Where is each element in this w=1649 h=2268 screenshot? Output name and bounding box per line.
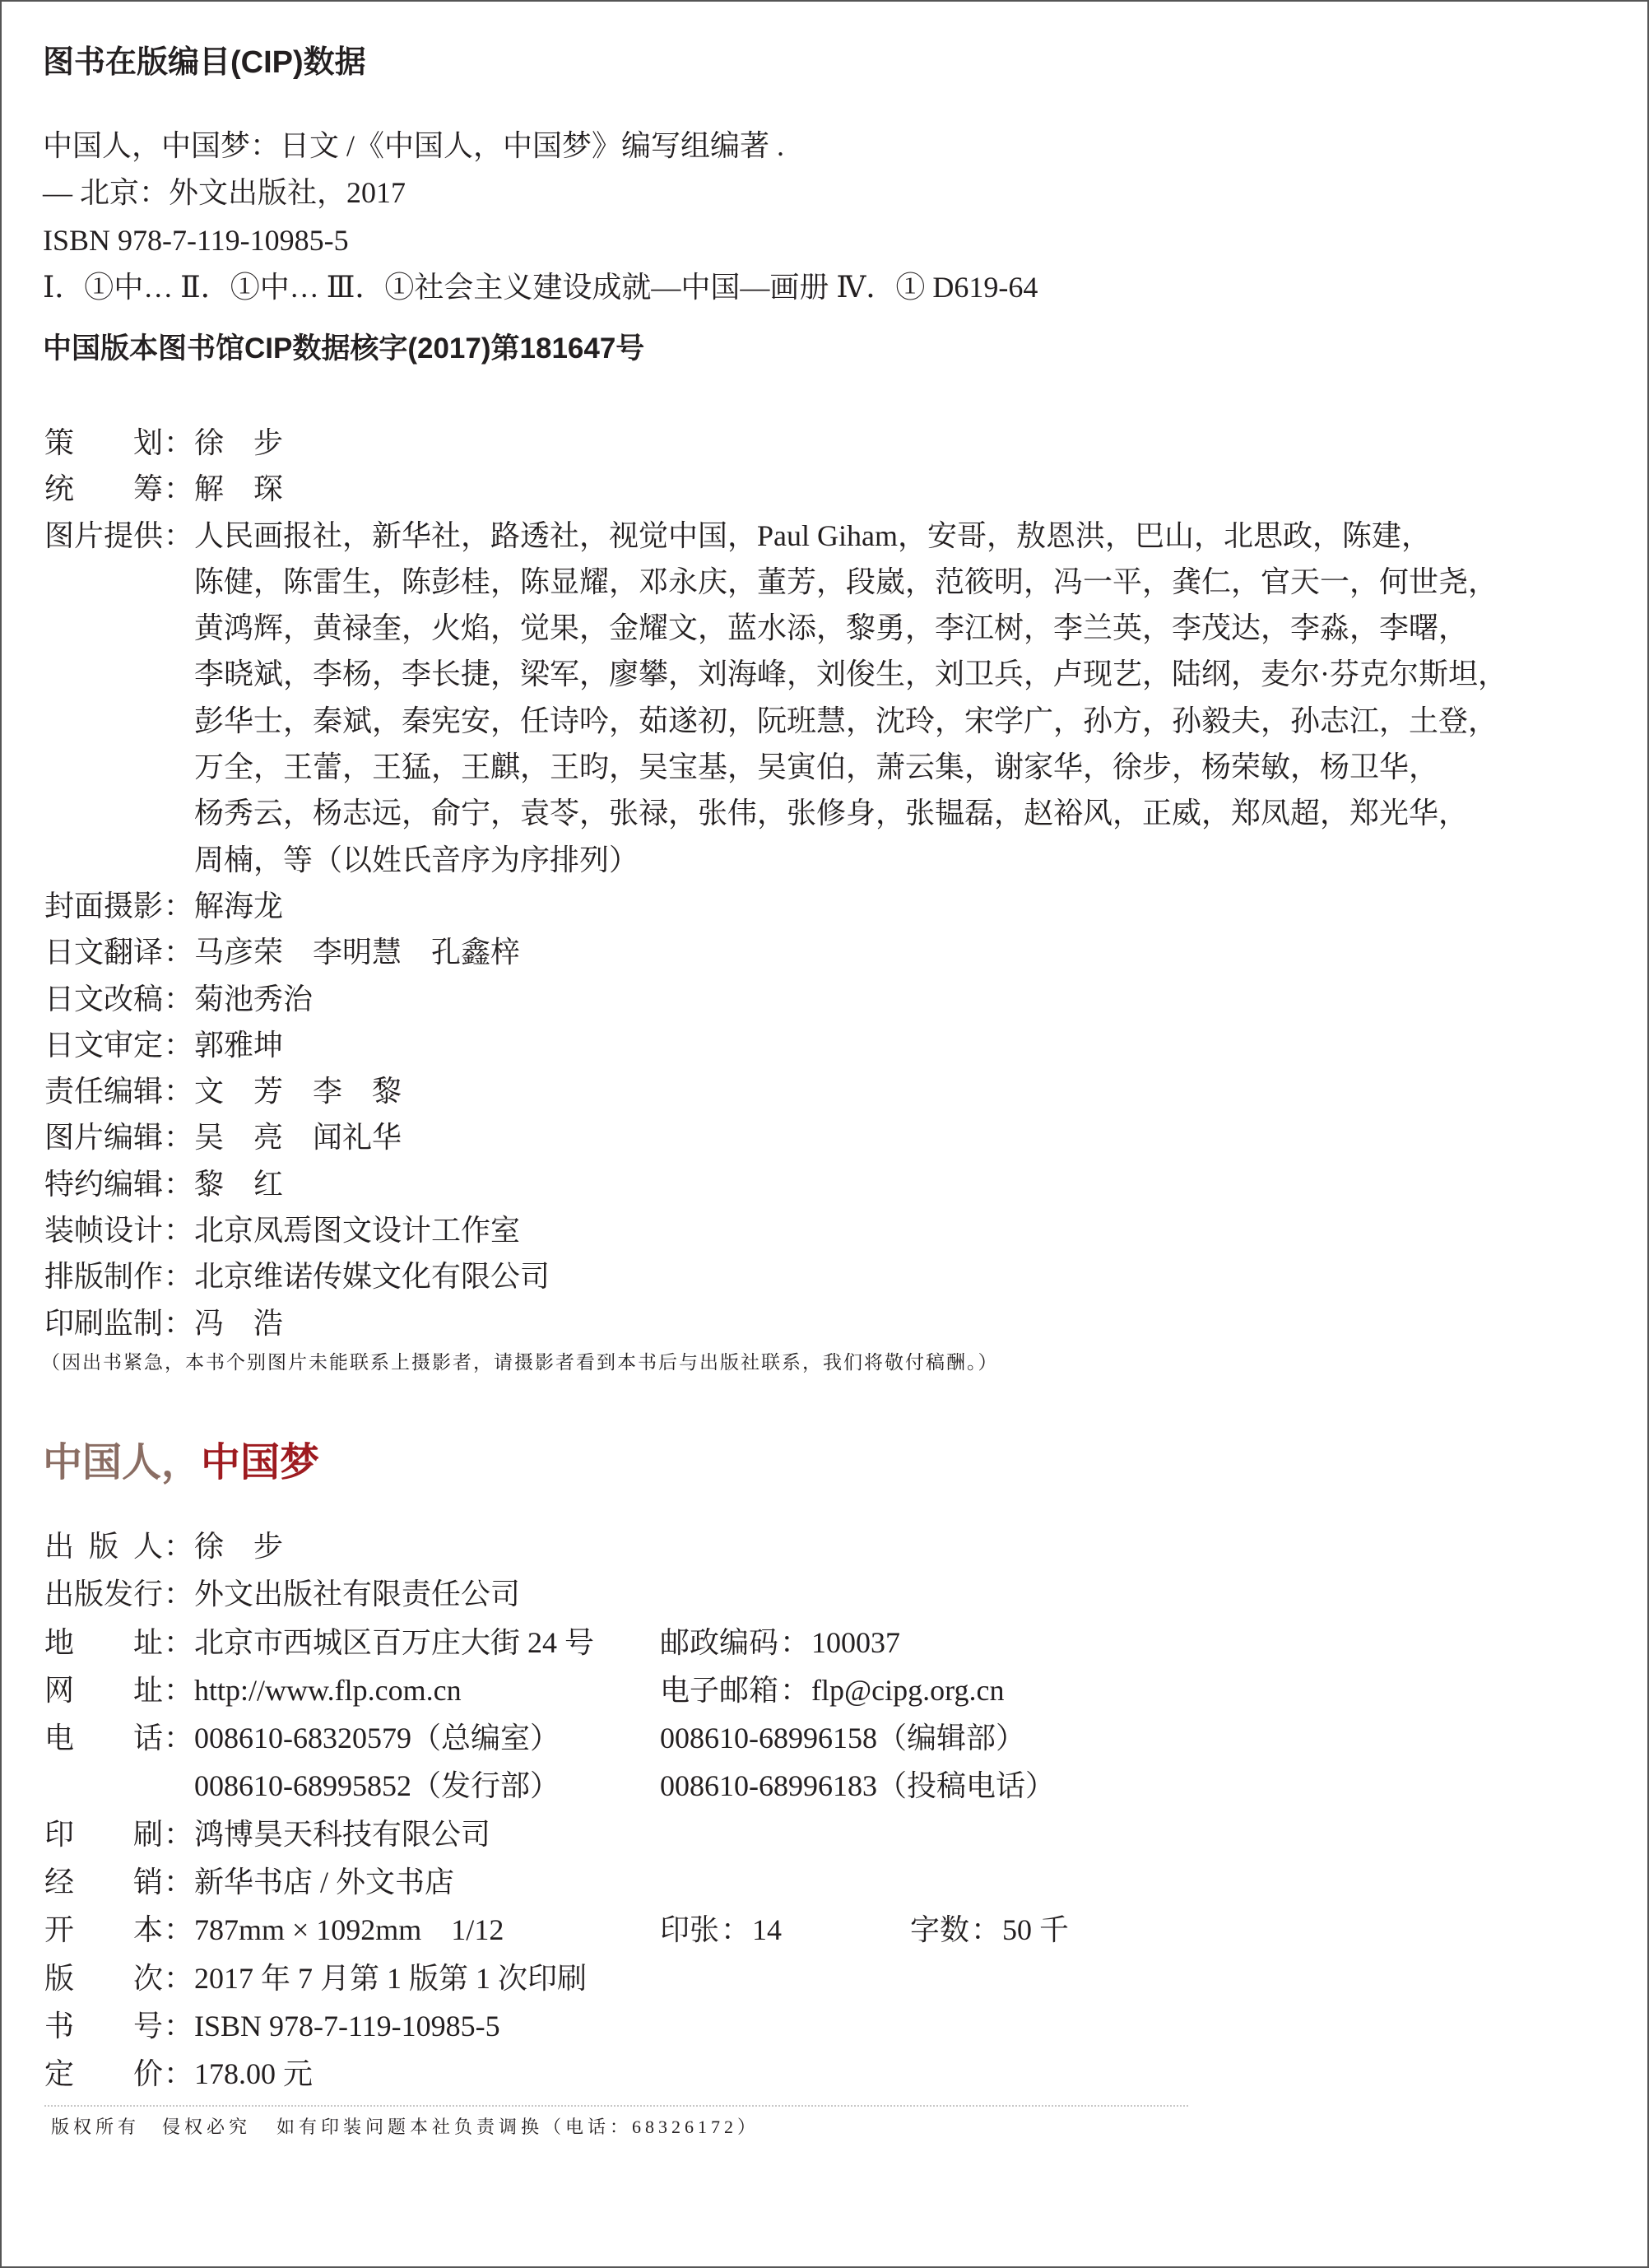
postal-code-value: 100037 <box>811 1625 901 1659</box>
colon: ： <box>163 1625 193 1659</box>
photo-credit-line: 彭华士，秦斌，秦宪安，任诗吟，茹遂初，阮班慧，沈玲，宋学广，孙方，孙毅夫，孙志江，土登， <box>194 704 1498 737</box>
printer-row <box>44 1810 1608 1858</box>
postal-code <box>660 1619 900 1666</box>
credit-label: 日文改稿 <box>44 982 164 1015</box>
phone-value: 008610-68995852（发行部） <box>194 1769 560 1803</box>
pub-label: 经 销 <box>44 1866 163 1899</box>
book-title-accent: 中国梦 <box>201 1441 320 1485</box>
credit-row-photo-editor <box>44 1114 1507 1160</box>
defect-notice: 如有印装问题本社负责调换（电话：68326172） <box>276 2117 760 2137</box>
pub-value: 徐 步 <box>194 1530 284 1563</box>
word-count <box>910 1906 1069 1954</box>
credit-label: 策 划 <box>44 426 163 459</box>
distributor-row <box>44 1858 1608 1906</box>
pub-label: 版 次 <box>44 1961 163 1995</box>
photo-credit-line: 黄鸿辉，黄禄奎，火焰，觉果，金耀文，蓝水添，黎勇，李江树，李兰英，李茂达，李淼，李曙， <box>194 611 1469 645</box>
colon: ： <box>163 1961 193 1995</box>
phone-row-2 <box>44 1762 1608 1810</box>
postal-code-label: 邮政编码 <box>660 1625 779 1659</box>
pub-value: 鸿博昊天科技有限公司 <box>194 1817 491 1851</box>
credit-label: 印刷监制 <box>44 1306 164 1340</box>
cip-data-block <box>43 123 1038 311</box>
phone-value-2: 008610-68996183（投稿电话） <box>660 1769 1055 1803</box>
credit-label: 装帧设计 <box>44 1214 164 1248</box>
cip-line-isbn: ISBN 978-7-119-10985-5 <box>43 223 349 257</box>
credit-value: 黎 红 <box>194 1167 284 1201</box>
email <box>660 1666 1004 1714</box>
credit-row-coordination <box>44 466 1507 512</box>
credit-label: 统 筹 <box>44 472 163 506</box>
credit-label: 责任编辑 <box>44 1075 164 1108</box>
colon: ： <box>163 1673 193 1707</box>
photo-credit-line: 周楠，等（以姓氏音序为序排列） <box>194 843 639 876</box>
publisher-row <box>44 1522 1608 1570</box>
colon: ： <box>163 1530 193 1563</box>
pub-label: 书 号 <box>44 2009 163 2043</box>
colon: ： <box>163 1260 193 1294</box>
credit-row-translation <box>44 929 1507 975</box>
website-row <box>44 1666 1608 1714</box>
address-value: 北京市西城区百万庄大街 24 号 <box>194 1625 595 1659</box>
printed-sheets-value: 14 <box>752 1913 783 1947</box>
credit-value: 菊池秀治 <box>194 982 314 1015</box>
colon: ： <box>163 1214 193 1248</box>
email-label: 电子邮箱 <box>660 1673 779 1707</box>
colon: ： <box>163 1866 193 1899</box>
credit-row-design <box>44 1207 1507 1253</box>
photo-credit-list <box>194 513 1507 883</box>
distribution-row <box>44 1570 1608 1618</box>
credit-label: 图片提供 <box>44 518 164 552</box>
format-row <box>44 1906 1608 1954</box>
pub-label: 印 刷 <box>44 1817 163 1851</box>
pub-label: 开 本 <box>44 1913 163 1947</box>
credit-row-contributing-editor <box>44 1161 1507 1207</box>
credit-value: 冯 浩 <box>194 1306 284 1340</box>
email-value: flp@cipg.org.cn <box>811 1673 1005 1707</box>
pub-value: ISBN 978-7-119-10985-5 <box>194 2009 500 2043</box>
photo-credit-line: 万全，王蕾，王猛，王麒，王昀，吴宝基，吴寅伯，萧云集，谢家华，徐步，杨荣敏，杨卫华， <box>194 751 1439 784</box>
phone-value-2: 008610-68996158（编辑部） <box>660 1722 1025 1755</box>
footer-divider <box>44 2105 1188 2107</box>
credit-value: 马彦荣 李明慧 孔鑫梓 <box>194 936 521 969</box>
pub-label: 出版发行 <box>44 1578 164 1611</box>
cip-record-number: 中国版本图书馆CIP数据核字(2017)第181647号 <box>43 332 645 365</box>
colon: ： <box>163 426 193 459</box>
word-count-value: 50 千 <box>1002 1913 1070 1947</box>
phone-value: 008610-68320579（总编室） <box>194 1722 560 1755</box>
colon: ： <box>163 1075 193 1108</box>
colon: ： <box>163 936 193 969</box>
colon: ： <box>163 1306 193 1340</box>
credit-value: 北京维诺传媒文化有限公司 <box>194 1260 550 1294</box>
colon: ： <box>780 1625 811 1659</box>
cip-line-classification: Ⅰ．①中… Ⅱ．①中… Ⅲ．①社会主义建设成就—中国—画册 Ⅳ．① D619-64 <box>43 270 1038 304</box>
colon: ： <box>163 472 193 506</box>
isbn-row <box>44 2002 1608 2050</box>
pub-label: 网 址 <box>44 1673 163 1707</box>
colon: ： <box>163 2057 193 2091</box>
book-title-main: 中国人， <box>43 1441 202 1485</box>
pub-label: 定 价 <box>44 2057 163 2091</box>
printed-sheets <box>660 1906 782 1954</box>
address-row <box>44 1619 1608 1666</box>
credit-value: 吴 亮 闻礼华 <box>194 1121 402 1155</box>
credit-row-review <box>44 1022 1507 1068</box>
colon: ： <box>163 1028 193 1062</box>
credit-row-print-supervision <box>44 1300 1507 1346</box>
credit-label: 图片编辑 <box>44 1121 164 1155</box>
colon: ： <box>163 982 193 1015</box>
pub-value: 外文出版社有限责任公司 <box>194 1578 521 1611</box>
cip-line-title: 中国人，中国梦：日文 /《中国人，中国梦》编写组编著 . <box>43 129 785 162</box>
colon: ： <box>971 1913 1001 1947</box>
credit-value: 文 芳 李 黎 <box>194 1075 402 1108</box>
photo-credit-note: （因出书紧急，本书个别图片未能联系上摄影者，请摄影者看到本书后与出版社联系，我们将敬付稿酬。） <box>41 1352 999 1373</box>
photo-credit-line: 李晓斌，李杨，李长捷，梁军，廖攀，刘海峰，刘俊生，刘卫兵，卢现艺，陆纲，麦尔·芬克尔斯坦， <box>194 658 1507 691</box>
credit-label: 封面摄影 <box>44 889 164 923</box>
credit-label: 日文翻译 <box>44 936 164 969</box>
price-row <box>44 2050 1608 2098</box>
colon: ： <box>163 1722 193 1755</box>
colon: ： <box>163 1578 193 1611</box>
pub-label: 地 址 <box>44 1625 163 1659</box>
cip-heading: 图书在版编目(CIP)数据 <box>43 45 366 80</box>
footer <box>51 2115 1121 2140</box>
colon: ： <box>780 1673 811 1707</box>
pub-label: 电 话 <box>44 1722 163 1755</box>
credit-value: 解海龙 <box>194 889 284 923</box>
credit-row-editor <box>44 1068 1507 1114</box>
colon: ： <box>721 1913 751 1947</box>
credit-row-photo-providers <box>44 513 1507 883</box>
credit-value: 郭雅坤 <box>194 1028 284 1062</box>
credit-row-cover-photo <box>44 883 1507 929</box>
credit-label: 特约编辑 <box>44 1167 164 1201</box>
colon: ： <box>163 1121 193 1155</box>
colon: ： <box>163 1817 193 1851</box>
credit-row-typesetting <box>44 1253 1507 1299</box>
credits-block <box>44 420 1507 1346</box>
credit-row-revision <box>44 976 1507 1022</box>
website-value: http://www.flp.com.cn <box>194 1673 462 1707</box>
edition-row <box>44 1954 1608 2002</box>
colon: ： <box>163 2009 193 2043</box>
credit-label: 排版制作 <box>44 1260 164 1294</box>
credit-value: 北京凤焉图文设计工作室 <box>194 1214 521 1248</box>
photo-credit-line: 杨秀云，杨志远，俞宁，袁苓，张禄，张伟，张修身，张韫磊，赵裕风，正威，郑凤超，郑光华， <box>194 797 1469 830</box>
pub-label: 出 版 人 <box>44 1530 163 1563</box>
credit-value: 徐 步 <box>194 426 284 459</box>
photo-credit-line: 陈健，陈雷生，陈彭桂，陈显耀，邓永庆，董芳，段崴，范筱明，冯一平，龚仁，官天一，何世尧， <box>194 565 1498 598</box>
colon: ： <box>163 518 193 552</box>
credit-value: 解 琛 <box>194 472 284 506</box>
pub-value: 178.00 元 <box>194 2057 314 2091</box>
phone-row <box>44 1714 1608 1762</box>
cip-line-publisher: — 北京：外文出版社，2017 <box>43 176 406 210</box>
colon: ： <box>163 1167 193 1201</box>
credit-label: 日文审定 <box>44 1028 164 1062</box>
pub-value: 新华书店 / 外文书店 <box>194 1866 455 1899</box>
book-title <box>43 1437 319 1490</box>
colon: ： <box>163 1913 193 1947</box>
word-count-label: 字数 <box>910 1913 970 1947</box>
publication-info <box>44 1522 1608 2098</box>
copyright-notice: 版权所有 侵权必究 <box>51 2117 252 2137</box>
pub-value: 2017 年 7 月第 1 版第 1 次印刷 <box>194 1961 588 1995</box>
colon: ： <box>163 889 193 923</box>
printed-sheets-label: 印张 <box>660 1913 720 1947</box>
format-value: 787mm × 1092mm 1/12 <box>194 1913 504 1947</box>
credit-row-planning <box>44 420 1507 466</box>
photo-credit-line: 人民画报社，新华社，路透社，视觉中国，Paul Giham，安哥，敖恩洪，巴山，北思政，陈建， <box>194 518 1431 552</box>
